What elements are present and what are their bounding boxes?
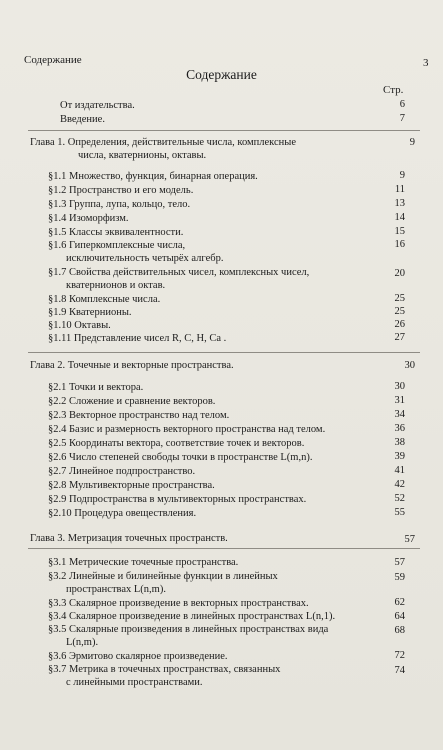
page-title: Содержание <box>186 67 257 82</box>
section-title: §3.7 Метрика в точечных пространствах, связанных <box>48 664 281 675</box>
section-title: §1.8 Комплексные числа. <box>48 294 161 305</box>
section-page: 52 <box>394 493 405 504</box>
section-title: §3.6 Эрмитово скалярное произведение. <box>48 651 228 662</box>
chapter-divider <box>28 352 420 353</box>
section-title-cont: пространствах L(n,m). <box>66 584 166 595</box>
section-title: §2.4 Базис и размерность векторного пространства над телом. <box>48 424 326 435</box>
front-matter-item: От издательства. <box>60 100 135 111</box>
section-title-cont: кватернионов и октав. <box>66 280 166 291</box>
section-title: §2.6 Число степеней свободы точки в пространстве L(m,n). <box>48 452 313 463</box>
section-page: 31 <box>394 395 405 406</box>
chapter-page: 57 <box>404 534 415 545</box>
section-title: §3.5 Скалярные произведения в линейных пространствах вида <box>48 624 329 635</box>
section-title-cont: L(n,m). <box>66 637 99 648</box>
section-title: §1.3 Группа, лупа, кольцо, тело. <box>48 199 191 210</box>
section-page: 62 <box>394 597 405 608</box>
section-page: 25 <box>394 293 405 304</box>
section-page: 36 <box>394 423 405 434</box>
chapter-title: Глава 2. Точечные и векторные пространства. <box>30 360 234 371</box>
section-title: §1.9 Кватернионы. <box>48 307 132 318</box>
section-page: 13 <box>394 198 405 209</box>
section-title: §2.8 Мультивекторные пространства. <box>48 480 215 491</box>
section-page: 25 <box>394 306 405 317</box>
section-page: 42 <box>394 479 405 490</box>
section-title: §3.2 Линейные и билинейные функции в линейных <box>48 571 278 582</box>
page-column-label: Стр. <box>383 84 404 96</box>
section-page: 74 <box>394 665 405 676</box>
page-number: 3 <box>423 57 429 69</box>
section-page: 55 <box>394 507 405 518</box>
section-page: 72 <box>394 650 405 661</box>
section-title: §3.3 Скалярное произведение в векторных пространствах. <box>48 598 309 609</box>
section-title: §1.10 Октавы. <box>48 320 111 331</box>
section-title: §2.9 Подпространства в мультивекторных пространствах. <box>48 494 307 505</box>
section-page: 41 <box>394 465 405 476</box>
front-matter-item: Введение. <box>60 114 105 125</box>
section-page: 20 <box>394 268 405 279</box>
section-page: 57 <box>394 557 405 568</box>
section-title: §3.1 Метрические точечные пространства. <box>48 557 239 568</box>
section-title: §1.7 Свойства действительных чисел, комплексных чисел, <box>48 267 310 278</box>
front-matter-page: 7 <box>399 113 405 124</box>
section-page: 9 <box>399 170 405 181</box>
section-title: §2.1 Точки и вектора. <box>48 382 144 393</box>
section-title: §2.2 Сложение и сравнение векторов. <box>48 396 216 407</box>
running-title: Содержание <box>24 54 82 66</box>
section-title: §1.2 Пространство и его модель. <box>48 185 194 196</box>
section-page: 11 <box>394 184 405 195</box>
section-page: 14 <box>394 212 405 223</box>
section-title: §2.5 Координаты вектора, соответствие точек и векторов. <box>48 438 305 449</box>
section-title: §2.3 Векторное пространство над телом. <box>48 410 230 421</box>
chapter-title-cont: числа, кватернионы, октавы. <box>78 150 207 161</box>
section-title-cont: исключительность четырёх алгебр. <box>66 253 224 264</box>
section-page: 59 <box>394 572 405 583</box>
section-page: 68 <box>394 625 405 636</box>
chapter-page: 9 <box>409 137 415 148</box>
section-page: 30 <box>394 381 405 392</box>
section-page: 38 <box>394 437 405 448</box>
section-page: 15 <box>394 226 405 237</box>
section-page: 16 <box>394 239 405 250</box>
section-title: §1.4 Изоморфизм. <box>48 213 129 224</box>
section-title: §3.4 Скалярное произведение в линейных пространствах L(n,1). <box>48 611 336 622</box>
section-page: 39 <box>394 451 405 462</box>
section-page: 26 <box>394 319 405 330</box>
section-page: 27 <box>394 332 405 343</box>
section-title: §2.7 Линейное подпространство. <box>48 466 196 477</box>
section-title: §1.11 Представление чисел R, C, H, Ca . <box>48 333 227 344</box>
chapter-divider <box>28 130 420 131</box>
section-page: 64 <box>394 611 405 622</box>
section-title-cont: с линейными пространствами. <box>66 677 203 688</box>
chapter-divider <box>28 548 420 549</box>
section-page: 34 <box>394 409 405 420</box>
chapter-page: 30 <box>404 360 415 371</box>
chapter-title: Глава 3. Метризация точечных пространств. <box>30 533 228 544</box>
chapter-title: Глава 1. Определения, действительные числа, комплексные <box>30 137 296 148</box>
section-title: §1.1 Множество, функция, бинарная операция. <box>48 171 258 182</box>
section-title: §2.10 Процедура овеществления. <box>48 508 197 519</box>
front-matter-page: 6 <box>399 99 405 110</box>
section-title: §1.5 Классы эквивалентности. <box>48 227 184 238</box>
section-title: §1.6 Гиперкомплексные числа, <box>48 240 186 251</box>
